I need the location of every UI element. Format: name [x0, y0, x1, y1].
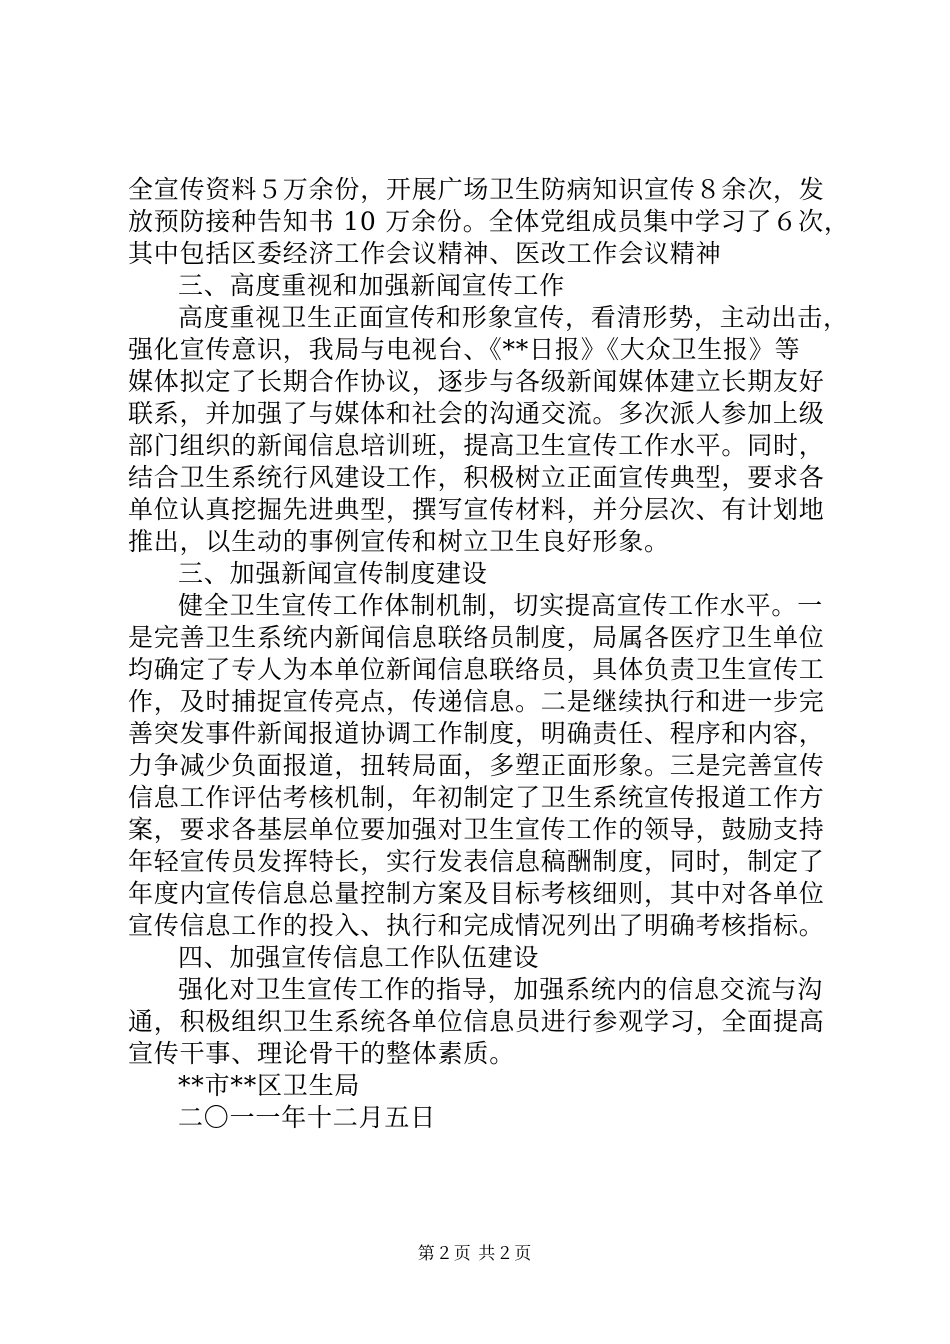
signature-organization: **市**区卫生局 [178, 1071, 361, 1100]
text-line: 高度重视卫生正面宣传和形象宣传，看清形势，主动出击， [178, 303, 849, 332]
text-line: 善突发事件新闻报道协调工作制度，明确责任、程序和内容， [128, 719, 825, 748]
text-line: 通，积极组织卫生系统各单位信息员进行参观学习，全面提高 [128, 1007, 825, 1036]
text-line: 是完善卫生系统内新闻信息联络员制度，局属各医疗卫生单位 [128, 623, 825, 652]
section-heading: 三、加强新闻宣传制度建设 [178, 559, 488, 588]
text-line: 信息工作评估考核机制，年初制定了卫生系统宣传报道工作方 [128, 783, 825, 812]
text-line: 均确定了专人为本单位新闻信息联络员，具体负责卫生宣传工 [128, 655, 825, 684]
text-line: 放预防接种告知书 10 万余份。全体党组成员集中学习了６次， [128, 207, 850, 236]
text-line: 推出，以生动的事例宣传和树立卫生良好形象。 [128, 527, 670, 556]
text-line: 结合卫生系统行风建设工作，积极树立正面宣传典型，要求各 [128, 463, 825, 492]
text-line: 宣传信息工作的投入、执行和完成情况列出了明确考核指标。 [128, 911, 825, 940]
page-number-footer: 第２页 共２页 [417, 1244, 533, 1264]
text-line: 媒体拟定了长期合作协议，逐步与各级新闻媒体建立长期友好 [128, 367, 825, 396]
text-line: 单位认真挖掘先进典型，撰写宣传材料，并分层次、有计划地 [128, 495, 825, 524]
section-heading: 四、加强宣传信息工作队伍建设 [178, 943, 540, 972]
section-heading: 三、高度重视和加强新闻宣传工作 [178, 271, 566, 300]
text-line: 宣传干事、理论骨干的整体素质。 [128, 1039, 516, 1068]
text-line: 全宣传资料５万余份，开展广场卫生防病知识宣传８余次，发 [128, 175, 825, 204]
text-line: 年度内宣传信息总量控制方案及目标考核细则，其中对各单位 [128, 879, 825, 908]
text-line: 部门组织的新闻信息培训班，提高卫生宣传工作水平。同时， [128, 431, 825, 460]
text-line: 联系，并加强了与媒体和社会的沟通交流。多次派人参加上级 [128, 399, 825, 428]
text-line: 年轻宣传员发挥特长，实行发表信息稿酬制度，同时，制定了 [128, 847, 825, 876]
text-line: 强化对卫生宣传工作的指导，加强系统内的信息交流与沟 [178, 975, 824, 1004]
text-line: 案，要求各基层单位要加强对卫生宣传工作的领导，鼓励支持 [128, 815, 825, 844]
text-line: 其中包括区委经济工作会议精神、医改工作会议精神 [128, 239, 722, 268]
signature-date: 二〇一一年十二月五日 [178, 1103, 437, 1132]
text-line: 力争减少负面报道，扭转局面，多塑正面形象。三是完善宣传 [128, 751, 825, 780]
text-line: 健全卫生宣传工作体制机制，切实提高宣传工作水平。一 [178, 591, 824, 620]
text-line: 作，及时捕捉宣传亮点，传递信息。二是继续执行和进一步完 [128, 687, 825, 716]
text-line: 强化宣传意识，我局与电视台、《**日报》《大众卫生报》等 [128, 335, 801, 364]
